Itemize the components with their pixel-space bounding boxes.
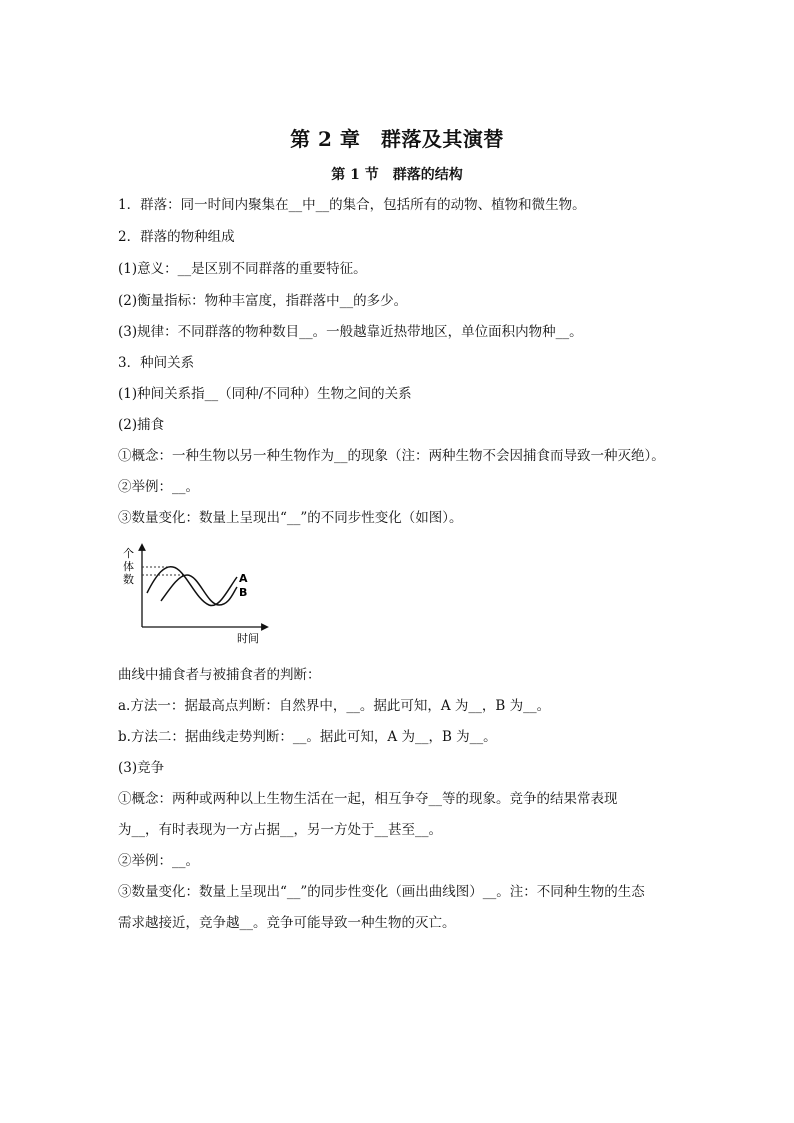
text-line: 3．种间关系: [118, 355, 195, 371]
text-line: ③数量变化：数量上呈现出“__”的不同步性变化（如图）。: [118, 510, 463, 526]
text-line: ①概念：两种或两种以上生物生活在一起，相互争夺__等的现象。竞争的结果常表现: [118, 791, 618, 807]
text-line: a.方法一：据最高点判断：自然界中，__。据此可知，A 为__，B 为__。: [118, 698, 551, 714]
series-label-a: A: [239, 572, 248, 585]
text-line: (3)竞争: [118, 760, 165, 776]
y-axis-label-2: 体: [123, 560, 134, 573]
x-axis-label: 时间: [237, 632, 259, 645]
curve-b: [161, 575, 237, 605]
y-axis-label-1: 个: [123, 547, 134, 560]
text-line: (2)衡量指标：物种丰富度，指群落中__的多少。: [118, 293, 408, 309]
text-line: 2．群落的物种组成: [118, 229, 235, 245]
text-line: (2)捕食: [118, 417, 165, 433]
text-line: ①概念：一种生物以另一种生物作为__的现象（注：两种生物不会因捕食而导致一种灭绝）。: [118, 448, 665, 464]
chapter-title: 第 2 章 群落及其演替: [290, 127, 504, 151]
text-line: (3)规律：不同群落的物种数目__。一般越靠近热带地区，单位面积内物种__。: [118, 324, 583, 340]
text-line: 需求越接近，竞争越__。竞争可能导致一种生物的灭亡。: [118, 915, 456, 931]
text-line: ②举例：__。: [118, 479, 199, 495]
text-line: 为__，有时表现为一方占据__，另一方处于__甚至__。: [118, 822, 442, 838]
text-line: 曲线中捕食者与被捕食者的判断：: [118, 667, 321, 683]
predation-curve-figure: [115, 543, 275, 647]
text-line: ③数量变化：数量上呈现出“__”的同步性变化（画出曲线图）__。注：不同种生物的生态: [118, 884, 645, 900]
text-line: (1)意义：__是区别不同群落的重要特征。: [118, 261, 367, 277]
text-line: 1．群落：同一时间内聚集在__中__的集合，包括所有的动物、植物和微生物。: [118, 197, 586, 213]
series-label-b: B: [239, 586, 248, 599]
section-title: 第 1 节 群落的结构: [331, 167, 463, 183]
text-line: b.方法二：据曲线走势判断：__。据此可知，A 为__，B 为__。: [118, 729, 497, 745]
y-axis-label-3: 数: [123, 573, 134, 586]
text-line: (1)种间关系指__（同种/不同种）生物之间的关系: [118, 386, 412, 402]
text-line: ②举例：__。: [118, 853, 199, 869]
curve-a: [147, 567, 237, 606]
